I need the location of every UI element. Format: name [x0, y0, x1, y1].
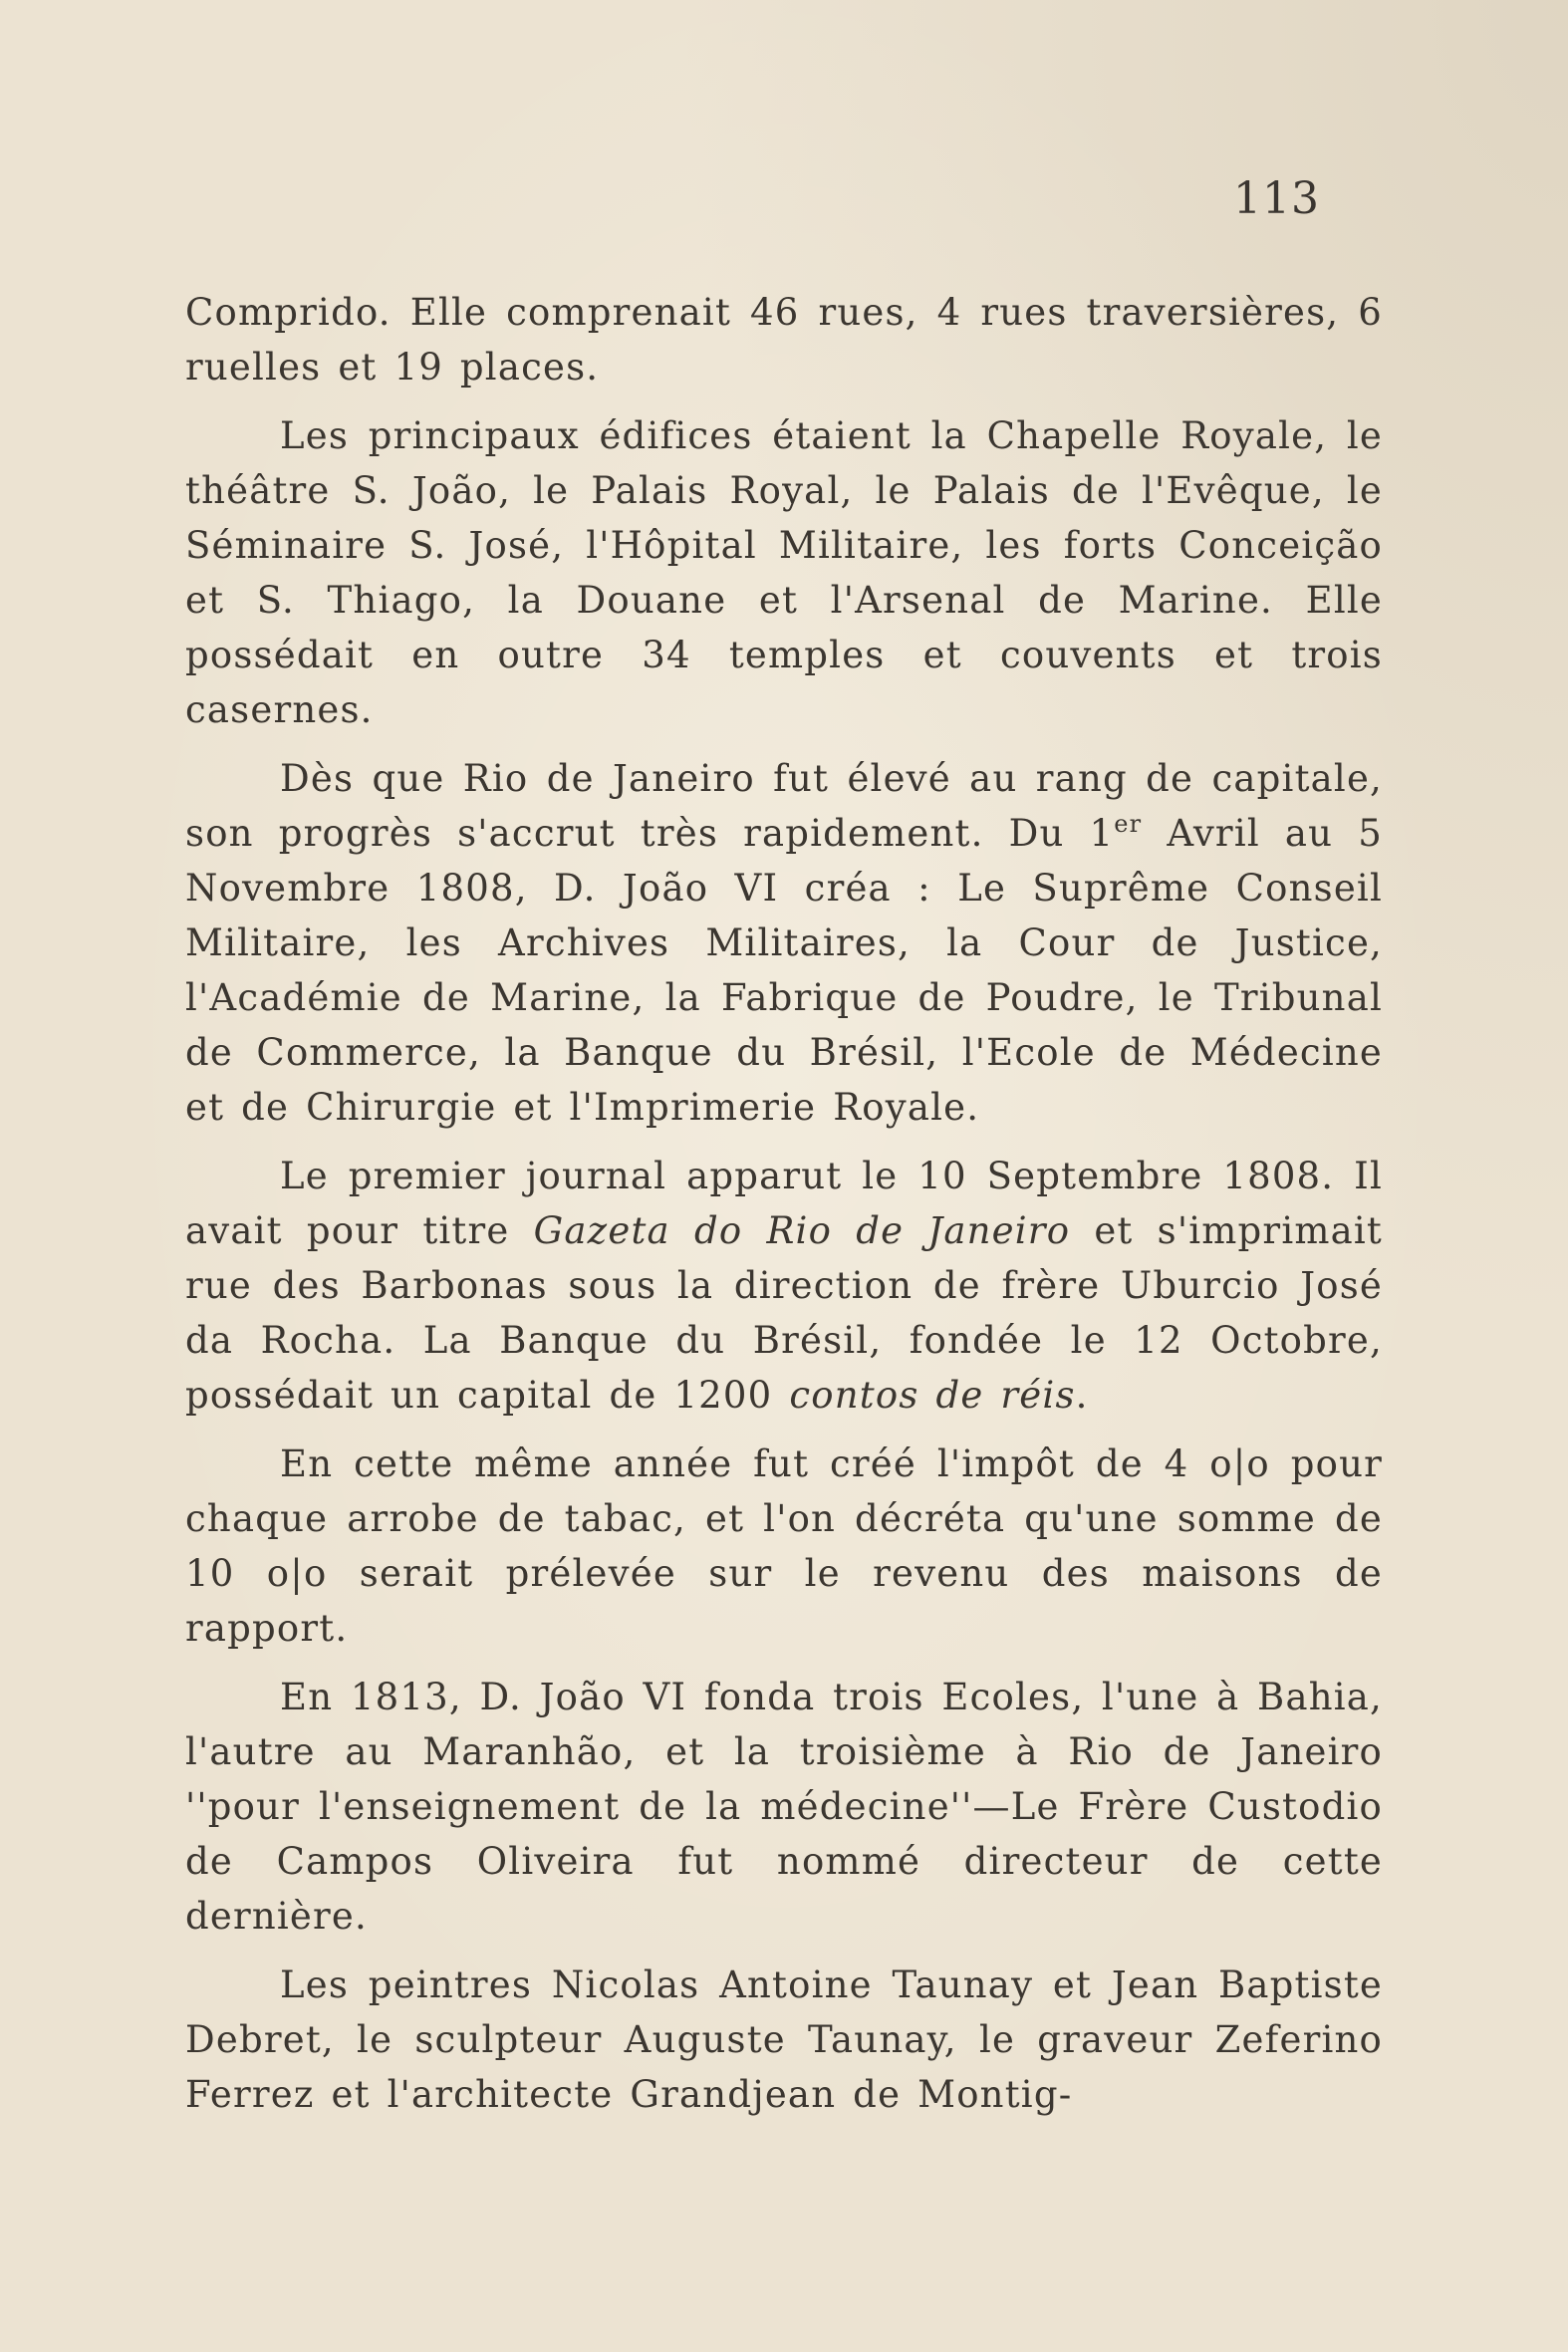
newspaper-title: Gazeta do Rio de Janeiro	[533, 1209, 1071, 1252]
body-text	[185, 285, 1383, 2136]
paragraph-3-text: Dès que Rio de Janeiro fut élevé au rang de capitale, son progrès s'accrut très rapidement. Du 1	[185, 757, 1383, 855]
currency-italic: contos de réis	[789, 1374, 1076, 1417]
paragraph-5: En cette même année fut créé l'impôt de 4 o|o pour chaque arrobe de tabac, et l'on décréta qu'une somme de 10 o|o serait prélevée sur le revenu des maisons de rapport.	[185, 1442, 1383, 1650]
paragraph-7: Les peintres Nicolas Antoine Taunay et Jean Baptiste Debret, le sculpteur Auguste Taunay, le graveur Zeferino Ferrez et l'architecte Grandjean de Montig-	[185, 1963, 1383, 2116]
paragraph-3-text-continued: Avril au 5 Novembre 1808, D. João VI créa : Le Suprême Conseil Militaire, les Archives Militaires, la Cour de Justice, l'Académie de Marine, la Fabrique de Poudre, le Tribunal de Commerce, la Banque du Brésil, l'Ecole de Médecine et de Chirurgie et l'Imprimerie Royale.	[185, 812, 1383, 1129]
paragraph-4-text-middle: et s'imprimait rue des Barbonas sous la direction de frère Uburcio José da Rocha. La Banque du Brésil, fondée le 12 Octobre, possédait un capital de 1200	[185, 1209, 1383, 1417]
paragraph-4-text-end: .	[1075, 1374, 1089, 1417]
ordinal-superscript: er	[1114, 810, 1143, 838]
paragraph-2: Les principaux édifices étaient la Chapelle Royale, le théâtre S. João, le Palais Royal, le Palais de l'Evêque, le Séminaire S. José, l'Hôpital Militaire, les forts Conceição et S. Thiago, la Douane et l'Arsenal de Marine. Elle possédait en outre 34 temples et couvents et trois casernes.	[185, 414, 1383, 731]
page-number: 113	[1233, 173, 1320, 224]
paragraph-4	[185, 1149, 1383, 1423]
paragraph-3	[185, 751, 1383, 1135]
paragraph-6: En 1813, D. João VI fonda trois Ecoles, l'une à Bahia, l'autre au Maranhão, et la troisième à Rio de Janeiro ''pour l'enseignement de la médecine''—Le Frère Custodio de Campos Oliveira fut nommé directeur de cette dernière.	[185, 1676, 1383, 1938]
paragraph-4-text: Le premier journal apparut le 10 Septembre 1808. Il avait pour titre	[185, 1155, 1383, 1252]
paragraph-1: Comprido. Elle comprenait 46 rues, 4 rues traversières, 6 ruelles et 19 places.	[185, 291, 1383, 389]
